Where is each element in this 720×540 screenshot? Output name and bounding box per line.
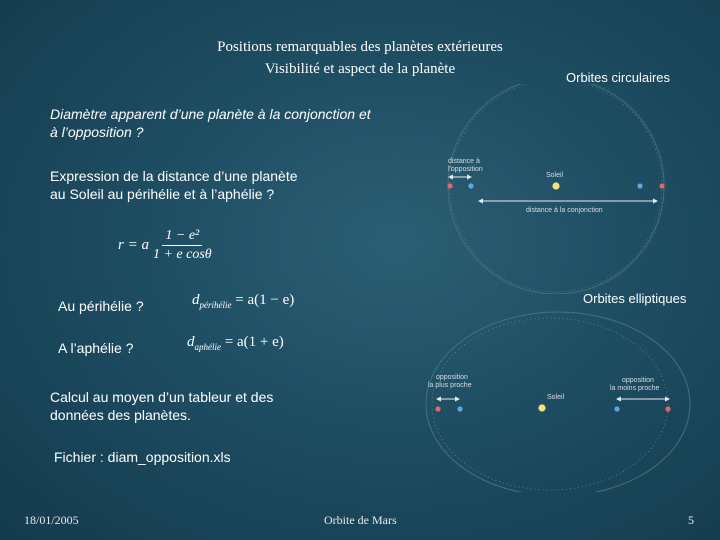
earth-closest-opposition: [457, 406, 462, 411]
orbit-equation-lhs: r = a: [118, 237, 149, 253]
calculation-line-1: Calcul au moyen d’un tableur et des: [50, 389, 274, 405]
page-number: 5: [688, 513, 694, 527]
planet-elliptic-orbit: [426, 312, 690, 492]
elliptic-orbits-label: Orbites elliptiques: [583, 291, 687, 306]
calculation-note: [50, 388, 273, 424]
aphelion-formula: [187, 334, 284, 352]
spreadsheet-file-link[interactable]: Fichier : diam_opposition.xls: [54, 449, 231, 465]
earth-at-conjunction: [637, 183, 642, 188]
orbit-equation-denominator: 1 + e cosθ: [152, 247, 212, 262]
circular-orbits-diagram: [420, 84, 720, 294]
elliptic-sun-label: Soleil: [547, 394, 565, 401]
aphelion-rhs: = a(1 + e): [224, 334, 284, 350]
opposition-label-line-2: l'opposition: [448, 166, 483, 173]
closest-arrow-head-right: [455, 397, 460, 402]
perihelion-label: Au périhélie ?: [58, 298, 144, 314]
title-line-1: Positions remarquables des planètes extérieures: [217, 39, 503, 55]
closest-arrow-head-left: [436, 397, 441, 402]
conjunction-label: distance à la conjonction: [526, 207, 603, 214]
closest-opposition-label-line-1: opposition: [436, 374, 468, 381]
sun-label: Soleil: [546, 172, 564, 179]
footer-title: Orbite de Mars: [324, 513, 397, 527]
aphelion-d: d: [187, 334, 195, 350]
aphelion-subscript: aphélie: [194, 342, 221, 352]
earth-farthest-opposition: [614, 406, 619, 411]
question-2-line-1: Expression de la distance d’une planète: [50, 168, 298, 184]
orbit-equation-numerator: 1 − e²: [162, 227, 202, 246]
earth-at-opposition: [468, 183, 473, 188]
footer-date: 18/01/2005: [24, 513, 79, 527]
question-1-line-2: à l’opposition ?: [50, 124, 144, 140]
farthest-arrow-head-right: [665, 397, 670, 402]
perihelion-d: d: [192, 292, 200, 308]
title-line-2: Visibilité et aspect de la planète: [264, 61, 456, 77]
calculation-line-2: données des planètes.: [50, 407, 191, 423]
question-1-line-1: Diamètre apparent d’une planète à la conjonction et: [50, 106, 371, 122]
opposition-arrow-head-right: [467, 175, 472, 180]
orbit-equation: [118, 227, 212, 264]
planet-farthest-opposition: [665, 406, 670, 411]
perihelion-subscript: périhélie: [199, 300, 232, 310]
planet-at-opposition: [447, 183, 452, 188]
conjunction-arrow-head-left: [478, 199, 483, 204]
planet-at-conjunction: [659, 183, 664, 188]
elliptic-sun-icon: [538, 404, 545, 411]
slide-title: [150, 36, 570, 80]
farthest-opposition-label-line-2: la moins proche: [610, 385, 660, 392]
earth-orbit: [432, 318, 668, 490]
closest-opposition-label-line-2: la plus proche: [428, 382, 472, 389]
perihelion-formula: [192, 292, 294, 310]
circular-orbits-label: Orbites circulaires: [566, 70, 671, 85]
aphelion-label: A l’aphélie ?: [58, 340, 134, 356]
elliptic-orbits-diagram: [400, 306, 720, 492]
conjunction-arrow-head-right: [653, 199, 658, 204]
farthest-arrow-head-left: [616, 397, 621, 402]
question-apparent-diameter: [50, 105, 371, 141]
orbit-equation-fraction: [153, 227, 212, 264]
sun-icon: [552, 182, 559, 189]
planet-closest-opposition: [435, 406, 440, 411]
perihelion-rhs: = a(1 − e): [235, 292, 295, 308]
question-2-line-2: au Soleil au périhélie et à l’aphélie ?: [50, 186, 275, 202]
farthest-opposition-label-line-1: opposition: [622, 377, 654, 384]
question-distance: [50, 167, 298, 203]
opposition-label-line-1: distance à: [448, 158, 480, 165]
